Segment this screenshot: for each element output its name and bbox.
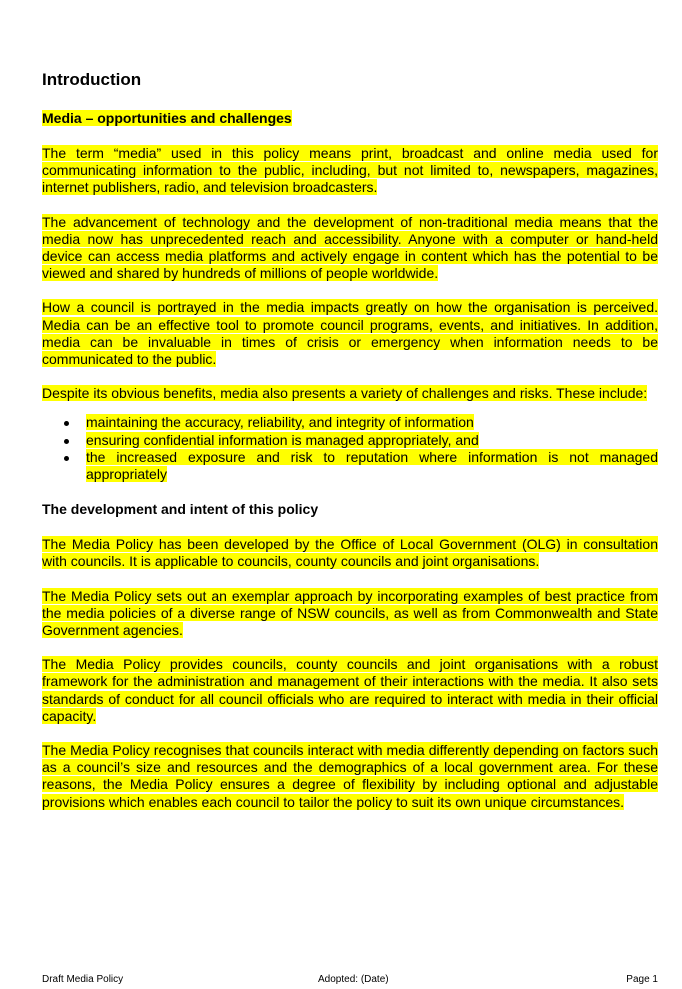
- highlighted-text: The advancement of technology and the development of non-traditional media means that the media now has unprecedented reach and accessibility. Anyone with a computer or hand-held device can access media platforms and actively engage in content which has the potential to be viewed and shared by hundreds of millions of people worldwide.: [42, 213, 658, 282]
- list-item-text: ensuring confidential information is managed appropriately, and: [86, 431, 479, 448]
- highlighted-text: The Media Policy recognises that councils interact with media differently depending on factors such as a council’s size and resources and the demographics of a local government area. For these reasons, the Media Policy ensures a degree of flexibility by including optional and adjustable provisions which enables each council to tailor the policy to suit its own unique circumstances.: [42, 742, 658, 810]
- bullet-icon: [64, 421, 69, 426]
- highlighted-text: How a council is portrayed in the media impacts greatly on how the organisation is perceived. Media can be an effective tool to promote council programs, events, and initiatives. In addition, media can be invaluable in times of crisis or emergency when information needs to be communicated to the public.: [42, 299, 658, 368]
- bullet-icon: [64, 456, 69, 461]
- paragraph-framework: [42, 656, 658, 725]
- highlighted-text: The Media Policy sets out an exemplar approach by incorporating examples of best practice from the media policies of a diverse range of NSW councils, as well as from Commonwealth and State Government agencies.: [42, 587, 658, 639]
- paragraph-exemplar-approach: [42, 588, 658, 640]
- footer-adopted-date: Adopted: (Date): [318, 974, 389, 985]
- highlighted-text: Despite its obvious benefits, media also presents a variety of challenges and risks. These include:: [42, 385, 648, 402]
- list-item: [42, 449, 658, 483]
- section-heading-text: Media – opportunities and challenges: [42, 110, 292, 126]
- section-heading-media-opportunities: [42, 109, 658, 127]
- page-title: Introduction: [42, 70, 142, 89]
- highlighted-text: The Media Policy has been developed by the Office of Local Government (OLG) in consultation with councils. It is applicable to councils, county councils and joint organisations.: [42, 536, 658, 570]
- highlighted-text: The term “media” used in this policy means print, broadcast and online media used for communicating information to the public, including, but not limited to, newspapers, magazines, internet publishers, radio, and television broadcasters.: [42, 145, 658, 196]
- section-heading-development-intent: The development and intent of this policy: [42, 501, 319, 518]
- document-page: [42, 68, 658, 828]
- list-item: [42, 414, 658, 431]
- paragraph-technology-advancement: [42, 214, 658, 283]
- paragraph-media-definition: [42, 145, 658, 197]
- highlighted-text: The Media Policy provides councils, county councils and joint organisations with a robust framework for the administration and management of their interactions with the media. It also sets standards of conduct for all council officials who are required to interact with media in their official capacity.: [42, 656, 658, 724]
- challenges-list: [42, 414, 658, 483]
- paragraph-challenges-intro: [42, 385, 658, 402]
- paragraph-council-portrayal: [42, 299, 658, 368]
- footer-document-title: Draft Media Policy: [42, 974, 124, 985]
- footer-page-number: Page 1: [626, 974, 658, 985]
- list-item: [42, 432, 658, 449]
- list-item-text: the increased exposure and risk to reputation where information is not managed appropriately: [86, 448, 658, 483]
- list-item-text: maintaining the accuracy, reliability, and integrity of information: [86, 414, 474, 431]
- paragraph-policy-development: [42, 536, 658, 570]
- bullet-icon: [64, 439, 69, 444]
- paragraph-flexibility: [42, 742, 658, 811]
